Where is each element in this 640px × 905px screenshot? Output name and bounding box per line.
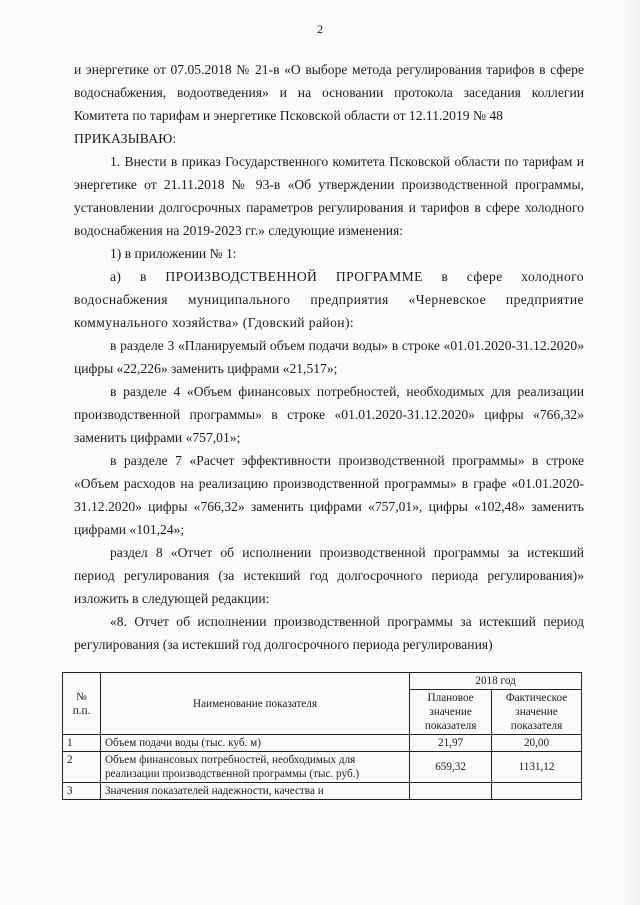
intro-paragraph: и энергетике от 07.05.2018 № 21-в «О выборе метода регулирования тарифов в сфере водоснабжения, водоотведения» и на основании протокола заседания коллегии Комитета по тарифам и энергетике Псковской области от 12.11.2019 № 48 <box>74 62 584 123</box>
table-row <box>63 735 582 752</box>
header-plan: Плановое значение показателя <box>410 690 492 735</box>
table-header-row <box>63 673 582 690</box>
report-title-paragraph: «8. Отчет об исполнении производственной программы за истекший период регулирования (за истекший год долгосрочного периода регулирования) <box>74 614 584 652</box>
header-name: Наименование показателя <box>100 673 409 735</box>
row-plan: 659,32 <box>410 752 492 783</box>
table-row <box>63 783 582 800</box>
row-fact: 1131,12 <box>492 752 582 783</box>
row-plan <box>410 783 492 800</box>
scan-edge-shadow <box>622 0 640 905</box>
row-num: 3 <box>63 783 101 800</box>
table-row <box>63 752 582 783</box>
header-fact: Фактическое значение показателя <box>492 690 582 735</box>
row-fact: 20,00 <box>492 735 582 752</box>
row-name: Объем подачи воды (тыс. куб. м) <box>100 735 409 752</box>
header-num: № п.п. <box>63 673 101 735</box>
item-a-paragraph: а) в ПРОИЗВОДСТВЕННОЙ ПРОГРАММЕ в сфере холодного водоснабжения муниципального предприятия «Черневское предприятие коммунального хозяйства» (Гдовский район): <box>74 269 584 330</box>
row-name: Объем финансовых потребностей, необходимых для реализации производственной программы (тыс. руб.) <box>100 752 409 783</box>
section-3-paragraph: в разделе 3 «Планируемый объем подачи воды» в строке «01.01.2020-31.12.2020» цифры «22,226» заменить цифрами «21,517»; <box>74 338 584 376</box>
page-number: 2 <box>317 22 323 36</box>
header-year: 2018 год <box>410 673 582 690</box>
row-num: 2 <box>63 752 101 783</box>
row-name: Значения показателей надежности, качества и <box>100 783 409 800</box>
document-body <box>74 58 584 656</box>
item-1-paragraph: 1. Внести в приказ Государственного комитета Псковской области по тарифам и энергетике от 21.11.2018 № 93-в «Об утверждении производственной программы, установлении долгосрочных параметров регулирования и тарифов в сфере холодного водоснабжения на 2019-2023 гг.» следующие изменения: <box>74 154 584 238</box>
report-table <box>62 672 582 800</box>
order-heading: ПРИКАЗЫВАЮ: <box>74 131 177 146</box>
section-8-paragraph: раздел 8 «Отчет об исполнении производственной программы за истекший период регулирования (за истекший год долгосрочного периода регулирования)» изложить в следующей редакции: <box>74 545 584 606</box>
row-fact <box>492 783 582 800</box>
section-7-paragraph: в разделе 7 «Расчет эффективности производственной программы» в строке «Объем расходов на реализацию производственной программы» в графе «01.01.2020-31.12.2020» цифры «766,32» заменить цифрами «757,01», цифры «102,48» заменить цифрами «101,24»; <box>74 453 584 537</box>
item-1-1-paragraph: 1) в приложении № 1: <box>110 246 237 261</box>
row-plan: 21,97 <box>410 735 492 752</box>
row-num: 1 <box>63 735 101 752</box>
section-4-paragraph: в разделе 4 «Объем финансовых потребностей, необходимых для реализации производственной программы» в строке «01.01.2020-31.12.2020» цифры «766,32» заменить цифрами «757,01»; <box>74 384 584 445</box>
